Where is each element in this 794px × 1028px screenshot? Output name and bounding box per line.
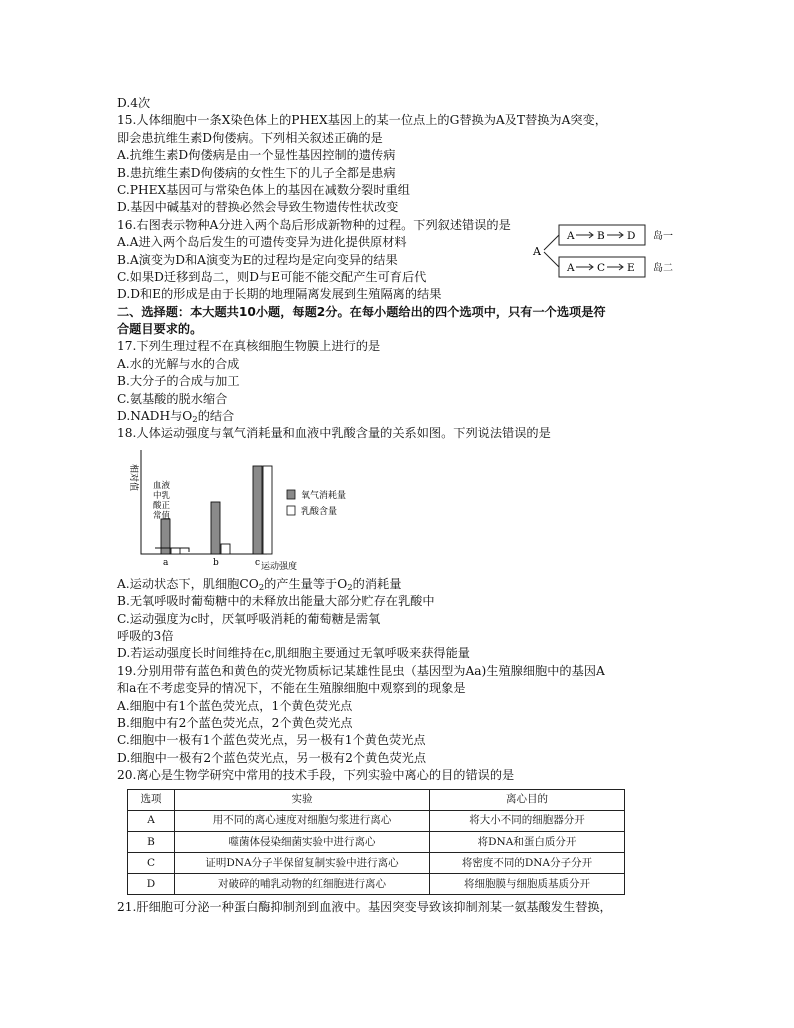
q17-option-a: A.水的光解与水的合成 xyxy=(117,356,240,371)
question-15 xyxy=(117,112,685,216)
row-experiment: 对破碎的哺乳动物的红细胞进行离心 xyxy=(175,874,430,895)
table-row xyxy=(128,874,625,895)
q16-option-b: B.A演变为D和A演变为E的过程均是定向变异的结果 xyxy=(117,252,398,267)
q17-d-sub: 2 xyxy=(192,415,198,426)
legend-lactate-label: 乳酸含量 xyxy=(301,506,338,517)
bar-chart xyxy=(117,446,437,574)
q15-option-b: B.患抗维生素D佝偻病的女性生下的儿子全都是患病 xyxy=(117,165,396,180)
legend-oxygen-label: 氧气消耗量 xyxy=(301,490,347,501)
row-purpose: 将细胞膜与细胞质基质分开 xyxy=(430,874,625,895)
q17-stem: 17.下列生理过程不在真核细胞生物膜上进行的是 xyxy=(117,339,381,354)
bar-c-series-2 xyxy=(263,466,272,554)
row-purpose: 将大小不同的细胞器分开 xyxy=(430,810,625,831)
x-tick-b: b xyxy=(213,557,219,568)
origin-species-label: A xyxy=(533,244,541,258)
q20-stem: 20.离心是生物学研究中常用的技术手段，下列实验中离心的目的错误的是 xyxy=(117,768,515,783)
row-experiment: 用不同的离心速度对细胞匀浆进行离心 xyxy=(175,810,430,831)
x-axis-label: 运动强度 xyxy=(261,561,298,572)
island2-species-c: C xyxy=(597,261,606,274)
q18-a-text: A.运动状态下，肌细胞CO xyxy=(117,576,259,591)
x-tick-labels xyxy=(163,558,260,568)
bar-b-series-1 xyxy=(211,502,220,554)
q19-option-a: A.细胞中有1个蓝色荧光点，1个黄色荧光点 xyxy=(117,698,353,713)
bar-a-series-2 xyxy=(171,548,180,554)
q17-option-b: B.大分子的合成与加工 xyxy=(117,374,240,389)
header-experiment: 实验 xyxy=(175,789,430,810)
q15-stem-line1: 15.人体细胞中一条X染色体上的PHEX基因上的某一位点上的G替换为A及T替换为A突变， xyxy=(117,113,607,128)
row-option: B xyxy=(128,831,175,852)
q20-table xyxy=(127,789,625,896)
q15-option-a: A.抗维生素D佝偻病是由一个显性基因控制的遗传病 xyxy=(117,148,396,163)
q17-option-d xyxy=(117,408,685,425)
header-option: 选项 xyxy=(128,789,175,810)
q18-a-mid: 的产生量等于O xyxy=(264,576,348,591)
q15-option-c: C.PHEX基因可与常染色体上的基因在减数分裂时重组 xyxy=(117,182,410,197)
section-2-line2: 合题目要求的。 xyxy=(117,322,203,337)
legend xyxy=(287,489,346,517)
table-header-row xyxy=(128,789,625,810)
q18-a-sub1: 2 xyxy=(258,582,265,593)
table-row xyxy=(128,810,625,831)
row-option: C xyxy=(128,853,175,874)
row-experiment: 噬菌体侵染细菌实验中进行离心 xyxy=(175,831,430,852)
question-16 xyxy=(117,217,685,304)
section-2-line1: 二、选择题：本大题共10小题，每题2分。在每小题给出的四个选项中，只有一个选项是符 xyxy=(117,304,606,319)
bar-b-series-2 xyxy=(221,544,230,554)
q19-option-c: C.细胞中一极有1个蓝色荧光点，另一极有1个黄色荧光点 xyxy=(117,733,426,748)
q16-option-d: D.D和E的形成是由于长期的地理隔离发展到生殖隔离的结果 xyxy=(117,287,442,302)
q18-option-c-line2: 呼吸的3倍 xyxy=(117,628,174,643)
q16-stem: 16.右图表示物种A分进入两个岛后形成新物种的过程。下列叙述错误的是 xyxy=(117,217,511,232)
island1-species-b: B xyxy=(597,229,605,242)
row-purpose: 将DNA和蛋白质分开 xyxy=(430,831,625,852)
section-2-heading xyxy=(117,304,685,339)
row-experiment: 证明DNA分子半保留复制实验中进行离心 xyxy=(175,853,430,874)
q18-option-d: D.若运动强度长时间维持在c,肌细胞主要通过无氧呼吸来获得能量 xyxy=(117,646,470,661)
row-option: A xyxy=(128,810,175,831)
exam-page xyxy=(117,95,685,917)
question-20 xyxy=(117,767,685,895)
legend-lactate-swatch xyxy=(287,506,295,515)
q15-option-d: D.基因中碱基对的替换必然会导致生物遗传性状改变 xyxy=(117,200,399,215)
q16-option-a: A.A进入两个岛后发生的可遗传变异为进化提供原材料 xyxy=(117,235,407,250)
q19-stem-line2: 和a在不考虑变异的情况下，不能在生殖腺细胞中观察到的现象是 xyxy=(117,681,466,696)
island1-species-a: A xyxy=(567,229,575,242)
legend-oxygen-swatch xyxy=(287,490,295,499)
q19-stem-line1: 19.分别用带有蓝色和黄色的荧光物质标记某雄性昆虫（基因型为Aa)生殖腺细胞中的基因A xyxy=(117,663,605,678)
q18-option-a xyxy=(117,576,685,593)
table-row xyxy=(128,853,625,874)
island2-label: 岛二 xyxy=(653,262,673,274)
island-speciation-diagram xyxy=(531,221,681,281)
row-option: D xyxy=(128,874,175,895)
q21-stem: 21.肝细胞可分泌一种蛋白酶抑制剂到血液中。基因突变导致该抑制剂某一氨基酸发生替换， xyxy=(117,900,612,915)
x-tick-a: a xyxy=(163,557,169,568)
q17-d-text: D.NADH与O xyxy=(117,409,193,424)
q14-option-d: D.4次 xyxy=(117,96,151,110)
q18-option-c-line1: C.运动强度为c时，厌氧呼吸消耗的葡萄糖是需氧 xyxy=(117,611,381,626)
question-17 xyxy=(117,338,685,425)
bar-c-series-1 xyxy=(253,466,262,554)
q18-a-sub2: 2 xyxy=(347,582,353,593)
island2-species-a: A xyxy=(567,261,575,274)
row-purpose: 将密度不同的DNA分子分开 xyxy=(430,853,625,874)
header-purpose: 离心目的 xyxy=(430,789,625,810)
q15-stem-line2: 即会患抗维生素D佝偻病。下列相关叙述正确的是 xyxy=(117,130,383,145)
island1-species-d: D xyxy=(627,229,636,242)
q16-option-c: C.如果D迁移到岛二，则D与E可能不能交配产生可育后代 xyxy=(117,269,427,284)
x-tick-c: c xyxy=(255,557,261,568)
q19-option-d: D.细胞中一极有2个蓝色荧光点，另一极有2个黄色荧光点 xyxy=(117,750,427,765)
branch-lines xyxy=(544,235,559,267)
q18-stem: 18.人体运动强度与氧气消耗量和血液中乳酸含量的关系如图。下列说法错误的是 xyxy=(117,426,551,441)
q18-option-b: B.无氧呼吸时葡萄糖中的未释放出能量大部分贮存在乳酸中 xyxy=(117,594,435,609)
question-19 xyxy=(117,663,685,767)
island2-species-e: E xyxy=(627,261,635,274)
bar-a-series-1 xyxy=(161,519,170,554)
question-21 xyxy=(117,899,685,916)
q18-a-tail: 的消耗量 xyxy=(352,576,402,591)
q18-chart xyxy=(117,446,437,574)
table-row xyxy=(128,831,625,852)
bars-group xyxy=(161,466,272,554)
y-axis-label: 相对值 xyxy=(128,463,138,491)
annotation-normal-lactate: 血液 中乳 酸正 常值 xyxy=(153,480,171,521)
q17-d-tail: 的结合 xyxy=(197,409,235,424)
q17-option-c: C.氨基酸的脱水缩合 xyxy=(117,391,228,406)
question-18 xyxy=(117,425,685,662)
q19-option-b: B.细胞中有2个蓝色荧光点，2个黄色荧光点 xyxy=(117,715,353,730)
island1-label: 岛一 xyxy=(653,230,673,242)
